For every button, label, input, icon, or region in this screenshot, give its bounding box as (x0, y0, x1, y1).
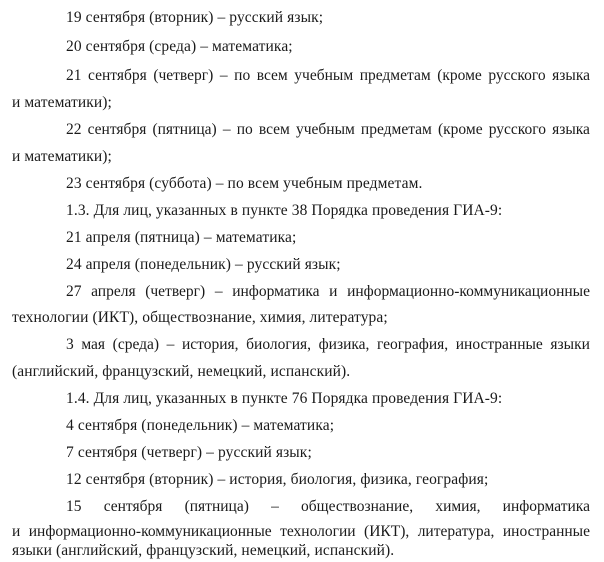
word: (четверг) (153, 67, 214, 84)
word: по (236, 121, 253, 138)
word: предметам (360, 121, 432, 138)
word: обществознание, (301, 498, 414, 515)
word: иностранные (502, 523, 590, 540)
word: история, (182, 336, 239, 353)
word: (пятница) (152, 121, 217, 138)
word: (четверг) (145, 283, 206, 300)
word: информационно-коммуникационные (28, 523, 272, 540)
word: 15 (66, 498, 82, 515)
word: технологии (280, 523, 356, 540)
word: – (219, 67, 228, 84)
word: (ИКТ), (364, 523, 410, 540)
word: учебным (294, 67, 354, 84)
text-line-10: 24 апреля (понедельник) – русский язык; (66, 256, 341, 273)
word: иностранные (455, 336, 543, 353)
section-heading-1-4: 1.4. Для лиц, указанных в пункте 76 Порядка проведения ГИА-9: (66, 390, 503, 407)
word: 22 (66, 121, 82, 138)
word: информатика (502, 498, 590, 515)
word: 27 (66, 283, 82, 300)
text-line-17: 7 сентября (четверг) – русский язык; (66, 444, 312, 461)
word: биология, (246, 336, 312, 353)
text-line-6: и математики); (12, 148, 112, 165)
word: русского (488, 121, 546, 138)
word: сентября (88, 67, 147, 84)
word: по (234, 67, 251, 84)
text-line-12: технологии (ИКТ), обществознание, химия, литература; (12, 309, 388, 326)
word: – (271, 498, 279, 515)
word: (пятница) (184, 498, 249, 515)
word: литература, (417, 523, 495, 540)
word: информатика (232, 283, 320, 300)
text-line-5 (66, 120, 590, 140)
word: (кроме (437, 121, 483, 138)
text-line-18: 12 сентября (вторник) – история, биология, физика, география; (66, 471, 489, 488)
text-line-7: 23 сентября (суббота) – по всем учебным предметам. (66, 175, 423, 192)
word: химия, (435, 498, 481, 515)
word: всем (258, 121, 290, 138)
word: языка (552, 67, 590, 84)
text-line-4: и математики); (12, 94, 112, 111)
text-line-13 (66, 335, 590, 355)
word: мая (81, 336, 106, 353)
text-line-19 (66, 497, 590, 517)
word: всем (256, 67, 288, 84)
word: физика, (318, 336, 370, 353)
word: сентября (103, 498, 163, 515)
section-heading-1-3: 1.3. Для лиц, указанных в пункте 38 Порядка проведения ГИА-9: (66, 202, 503, 219)
word: русского (488, 67, 546, 84)
word: и (329, 283, 338, 300)
word: – (222, 121, 231, 138)
text-line-1: 19 сентября (вторник) – русский язык; (66, 9, 324, 26)
word: языка (552, 121, 590, 138)
text-line-9: 21 апреля (пятница) – математика; (66, 229, 297, 246)
word: 3 (66, 336, 74, 353)
text-line-20 (12, 522, 590, 542)
word: география, (377, 336, 449, 353)
text-line-2: 20 сентября (среда) – математика; (66, 38, 293, 55)
word: языки (550, 336, 590, 353)
word: сентября (87, 121, 147, 138)
text-line-16: 4 сентября (понедельник) – математика; (66, 417, 335, 434)
text-line-14: (английский, французский, немецкий, испанский). (12, 363, 351, 380)
word: информационно-коммуникационные (347, 283, 590, 300)
word: учебным (295, 121, 355, 138)
word: – (214, 283, 223, 300)
word: – (166, 336, 175, 353)
word: 21 (66, 67, 82, 84)
word: (кроме (437, 67, 482, 84)
word: апреля (91, 283, 136, 300)
word: (среда) (112, 336, 160, 353)
word: предметам (359, 67, 431, 84)
text-line-21: языки (английский, французский, немецкий, испанский). (12, 542, 395, 559)
text-line-11 (66, 282, 590, 302)
text-line-3 (66, 66, 590, 86)
word: и (12, 523, 21, 540)
